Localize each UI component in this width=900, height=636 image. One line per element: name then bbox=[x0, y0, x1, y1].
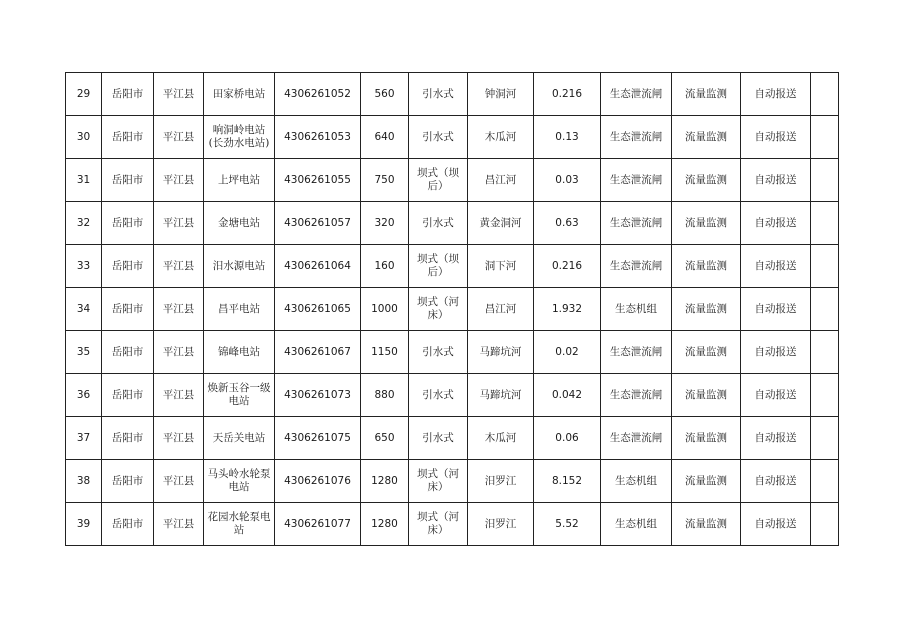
cell-row-number: 37 bbox=[66, 417, 102, 460]
cell-station-code: 4306261067 bbox=[275, 331, 361, 374]
cell-county: 平江县 bbox=[154, 503, 204, 546]
cell-discharge-method: 生态机组 bbox=[601, 460, 672, 503]
cell-capacity: 1280 bbox=[361, 503, 409, 546]
table-row bbox=[66, 331, 839, 374]
cell-eco-flow: 0.02 bbox=[534, 331, 601, 374]
cell-monitoring-method: 流量监测 bbox=[672, 503, 741, 546]
cell-station-name: 焕新玉谷一级电站 bbox=[204, 374, 275, 417]
cell-station-type: 引水式 bbox=[409, 73, 468, 116]
cell-reporting-method: 自动报送 bbox=[741, 116, 811, 159]
cell-capacity: 1000 bbox=[361, 288, 409, 331]
cell-capacity: 880 bbox=[361, 374, 409, 417]
cell-station-code: 4306261065 bbox=[275, 288, 361, 331]
cell-reporting-method: 自动报送 bbox=[741, 202, 811, 245]
cell-river: 昌江河 bbox=[468, 288, 534, 331]
cell-capacity: 640 bbox=[361, 116, 409, 159]
cell-station-code: 4306261077 bbox=[275, 503, 361, 546]
table-row bbox=[66, 116, 839, 159]
cell-county: 平江县 bbox=[154, 417, 204, 460]
cell-city: 岳阳市 bbox=[102, 159, 154, 202]
cell-monitoring-method: 流量监测 bbox=[672, 73, 741, 116]
cell-city: 岳阳市 bbox=[102, 288, 154, 331]
table-row bbox=[66, 503, 839, 546]
cell-discharge-method: 生态泄流闸 bbox=[601, 73, 672, 116]
cell-remark bbox=[811, 73, 839, 116]
cell-county: 平江县 bbox=[154, 288, 204, 331]
cell-eco-flow: 5.52 bbox=[534, 503, 601, 546]
cell-station-code: 4306261073 bbox=[275, 374, 361, 417]
cell-county: 平江县 bbox=[154, 159, 204, 202]
cell-monitoring-method: 流量监测 bbox=[672, 288, 741, 331]
cell-river: 汨罗江 bbox=[468, 460, 534, 503]
cell-reporting-method: 自动报送 bbox=[741, 73, 811, 116]
cell-row-number: 36 bbox=[66, 374, 102, 417]
cell-station-type: 坝式（坝后） bbox=[409, 159, 468, 202]
table-row bbox=[66, 417, 839, 460]
cell-discharge-method: 生态泄流闸 bbox=[601, 159, 672, 202]
cell-river: 钟洞河 bbox=[468, 73, 534, 116]
cell-reporting-method: 自动报送 bbox=[741, 245, 811, 288]
cell-monitoring-method: 流量监测 bbox=[672, 245, 741, 288]
cell-station-type: 引水式 bbox=[409, 116, 468, 159]
cell-discharge-method: 生态泄流闸 bbox=[601, 116, 672, 159]
cell-station-code: 4306261053 bbox=[275, 116, 361, 159]
table-row bbox=[66, 73, 839, 116]
cell-capacity: 750 bbox=[361, 159, 409, 202]
cell-station-name: 田家桥电站 bbox=[204, 73, 275, 116]
cell-eco-flow: 0.06 bbox=[534, 417, 601, 460]
table-row bbox=[66, 245, 839, 288]
cell-monitoring-method: 流量监测 bbox=[672, 417, 741, 460]
cell-station-type: 坝式（坝后） bbox=[409, 245, 468, 288]
cell-county: 平江县 bbox=[154, 73, 204, 116]
cell-river: 马蹄坑河 bbox=[468, 374, 534, 417]
cell-monitoring-method: 流量监测 bbox=[672, 202, 741, 245]
cell-station-code: 4306261057 bbox=[275, 202, 361, 245]
cell-discharge-method: 生态机组 bbox=[601, 503, 672, 546]
cell-discharge-method: 生态泄流闸 bbox=[601, 417, 672, 460]
cell-river: 木瓜河 bbox=[468, 417, 534, 460]
table-row bbox=[66, 288, 839, 331]
table-row bbox=[66, 460, 839, 503]
cell-station-name: 花园水轮泵电站 bbox=[204, 503, 275, 546]
cell-row-number: 38 bbox=[66, 460, 102, 503]
hydropower-station-table bbox=[65, 72, 839, 546]
cell-monitoring-method: 流量监测 bbox=[672, 374, 741, 417]
cell-river: 昌江河 bbox=[468, 159, 534, 202]
cell-station-code: 4306261076 bbox=[275, 460, 361, 503]
cell-station-name: 天岳关电站 bbox=[204, 417, 275, 460]
cell-county: 平江县 bbox=[154, 460, 204, 503]
cell-county: 平江县 bbox=[154, 374, 204, 417]
cell-station-name: 上坪电站 bbox=[204, 159, 275, 202]
cell-row-number: 39 bbox=[66, 503, 102, 546]
cell-river: 马蹄坑河 bbox=[468, 331, 534, 374]
cell-city: 岳阳市 bbox=[102, 374, 154, 417]
cell-remark bbox=[811, 159, 839, 202]
cell-monitoring-method: 流量监测 bbox=[672, 331, 741, 374]
cell-station-code: 4306261055 bbox=[275, 159, 361, 202]
cell-remark bbox=[811, 245, 839, 288]
cell-county: 平江县 bbox=[154, 116, 204, 159]
cell-station-name: 马头岭水轮泵电站 bbox=[204, 460, 275, 503]
cell-row-number: 34 bbox=[66, 288, 102, 331]
cell-capacity: 160 bbox=[361, 245, 409, 288]
table-row bbox=[66, 202, 839, 245]
cell-reporting-method: 自动报送 bbox=[741, 159, 811, 202]
cell-remark bbox=[811, 202, 839, 245]
cell-monitoring-method: 流量监测 bbox=[672, 116, 741, 159]
cell-station-type: 引水式 bbox=[409, 417, 468, 460]
cell-station-type: 引水式 bbox=[409, 202, 468, 245]
cell-capacity: 320 bbox=[361, 202, 409, 245]
cell-remark bbox=[811, 460, 839, 503]
cell-station-code: 4306261075 bbox=[275, 417, 361, 460]
cell-capacity: 1150 bbox=[361, 331, 409, 374]
cell-eco-flow: 0.216 bbox=[534, 73, 601, 116]
cell-station-name: 昌平电站 bbox=[204, 288, 275, 331]
cell-county: 平江县 bbox=[154, 202, 204, 245]
cell-eco-flow: 0.042 bbox=[534, 374, 601, 417]
cell-river: 洞下河 bbox=[468, 245, 534, 288]
cell-capacity: 1280 bbox=[361, 460, 409, 503]
cell-river: 汨罗江 bbox=[468, 503, 534, 546]
cell-station-type: 坝式（河床） bbox=[409, 460, 468, 503]
cell-discharge-method: 生态泄流闸 bbox=[601, 331, 672, 374]
cell-remark bbox=[811, 374, 839, 417]
cell-reporting-method: 自动报送 bbox=[741, 417, 811, 460]
cell-reporting-method: 自动报送 bbox=[741, 374, 811, 417]
cell-station-name: 汨水源电站 bbox=[204, 245, 275, 288]
cell-remark bbox=[811, 116, 839, 159]
cell-monitoring-method: 流量监测 bbox=[672, 159, 741, 202]
cell-row-number: 32 bbox=[66, 202, 102, 245]
cell-river: 木瓜河 bbox=[468, 116, 534, 159]
cell-station-name: 响洞岭电站(长劲水电站) bbox=[204, 116, 275, 159]
cell-eco-flow: 8.152 bbox=[534, 460, 601, 503]
cell-discharge-method: 生态泄流闸 bbox=[601, 245, 672, 288]
cell-reporting-method: 自动报送 bbox=[741, 288, 811, 331]
cell-eco-flow: 0.216 bbox=[534, 245, 601, 288]
cell-remark bbox=[811, 417, 839, 460]
cell-discharge-method: 生态泄流闸 bbox=[601, 202, 672, 245]
cell-discharge-method: 生态机组 bbox=[601, 288, 672, 331]
cell-city: 岳阳市 bbox=[102, 245, 154, 288]
cell-row-number: 29 bbox=[66, 73, 102, 116]
cell-capacity: 560 bbox=[361, 73, 409, 116]
table-row bbox=[66, 159, 839, 202]
cell-city: 岳阳市 bbox=[102, 202, 154, 245]
cell-eco-flow: 1.932 bbox=[534, 288, 601, 331]
cell-row-number: 31 bbox=[66, 159, 102, 202]
cell-eco-flow: 0.13 bbox=[534, 116, 601, 159]
table-body bbox=[66, 73, 839, 546]
cell-river: 黄金洞河 bbox=[468, 202, 534, 245]
cell-capacity: 650 bbox=[361, 417, 409, 460]
cell-remark bbox=[811, 503, 839, 546]
cell-remark bbox=[811, 288, 839, 331]
cell-city: 岳阳市 bbox=[102, 503, 154, 546]
cell-station-code: 4306261064 bbox=[275, 245, 361, 288]
cell-city: 岳阳市 bbox=[102, 417, 154, 460]
cell-county: 平江县 bbox=[154, 331, 204, 374]
cell-city: 岳阳市 bbox=[102, 73, 154, 116]
cell-station-type: 坝式（河床） bbox=[409, 503, 468, 546]
cell-city: 岳阳市 bbox=[102, 460, 154, 503]
cell-station-type: 坝式（河床） bbox=[409, 288, 468, 331]
cell-eco-flow: 0.63 bbox=[534, 202, 601, 245]
cell-reporting-method: 自动报送 bbox=[741, 460, 811, 503]
cell-station-name: 锦峰电站 bbox=[204, 331, 275, 374]
cell-station-name: 金塘电站 bbox=[204, 202, 275, 245]
cell-station-type: 引水式 bbox=[409, 331, 468, 374]
cell-row-number: 35 bbox=[66, 331, 102, 374]
cell-county: 平江县 bbox=[154, 245, 204, 288]
cell-city: 岳阳市 bbox=[102, 116, 154, 159]
cell-reporting-method: 自动报送 bbox=[741, 503, 811, 546]
cell-station-code: 4306261052 bbox=[275, 73, 361, 116]
cell-discharge-method: 生态泄流闸 bbox=[601, 374, 672, 417]
cell-remark bbox=[811, 331, 839, 374]
cell-reporting-method: 自动报送 bbox=[741, 331, 811, 374]
cell-monitoring-method: 流量监测 bbox=[672, 460, 741, 503]
cell-row-number: 30 bbox=[66, 116, 102, 159]
cell-eco-flow: 0.03 bbox=[534, 159, 601, 202]
table-row bbox=[66, 374, 839, 417]
cell-station-type: 引水式 bbox=[409, 374, 468, 417]
cell-city: 岳阳市 bbox=[102, 331, 154, 374]
cell-row-number: 33 bbox=[66, 245, 102, 288]
